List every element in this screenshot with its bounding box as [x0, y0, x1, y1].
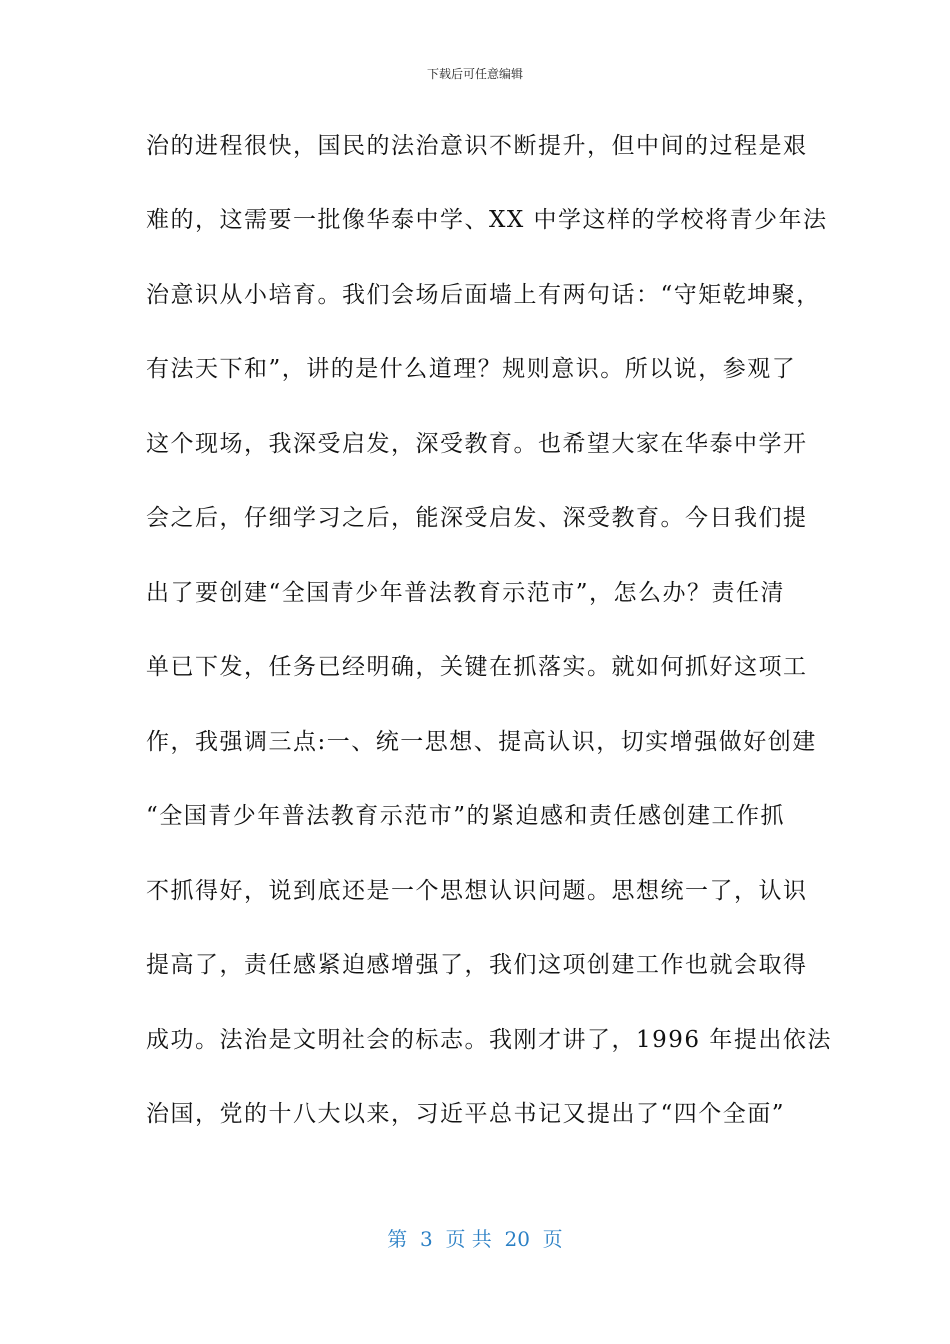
text-line: 难的，这需要一批像华泰中学、XX 中学这样的学校将青少年法 — [146, 207, 828, 233]
text-line: 出了要创建“全国青少年普法教育示范市”，怎么办？责任清 — [146, 580, 786, 606]
page-header-note: 下载后可任意编辑 — [426, 67, 523, 81]
page-number-footer: 第 3 页 共 20 页 — [387, 1227, 563, 1251]
text-line: 提高了，责任感紧迫感增强了，我们这项创建工作也就会取得 — [146, 952, 808, 978]
text-line: 会之后，仔细学习之后，能深受启发、深受教育。今日我们提 — [146, 505, 808, 531]
text-line: 单已下发，任务已经明确，关键在抓落实。就如何抓好这项工 — [146, 654, 808, 680]
text-line: 作，我强调三点:一、统一思想、提高认识，切实增强做好创建 — [146, 729, 817, 755]
text-line: “全国青少年普法教育示范市”的紧迫感和责任感创建工作抓 — [146, 803, 786, 829]
text-line: 治的进程很快，国民的法治意识不断提升，但中间的过程是艰 — [146, 133, 808, 159]
text-line: 这个现场，我深受启发，深受教育。也希望大家在华泰中学开 — [146, 431, 808, 457]
text-line: 有法天下和”，讲的是什么道理？规则意识。所以说，参观了 — [146, 356, 797, 382]
text-line: 治国，党的十八大以来，习近平总书记又提出了“四个全面” — [146, 1101, 786, 1127]
text-line: 治意识从小培育。我们会场后面墙上有两句话：“守矩乾坤聚， — [146, 282, 821, 308]
text-line: 成功。法治是文明社会的标志。我刚才讲了，1996 年提出依法 — [146, 1027, 832, 1053]
text-line: 不抓得好，说到底还是一个思想认识问题。思想统一了，认识 — [146, 878, 808, 904]
